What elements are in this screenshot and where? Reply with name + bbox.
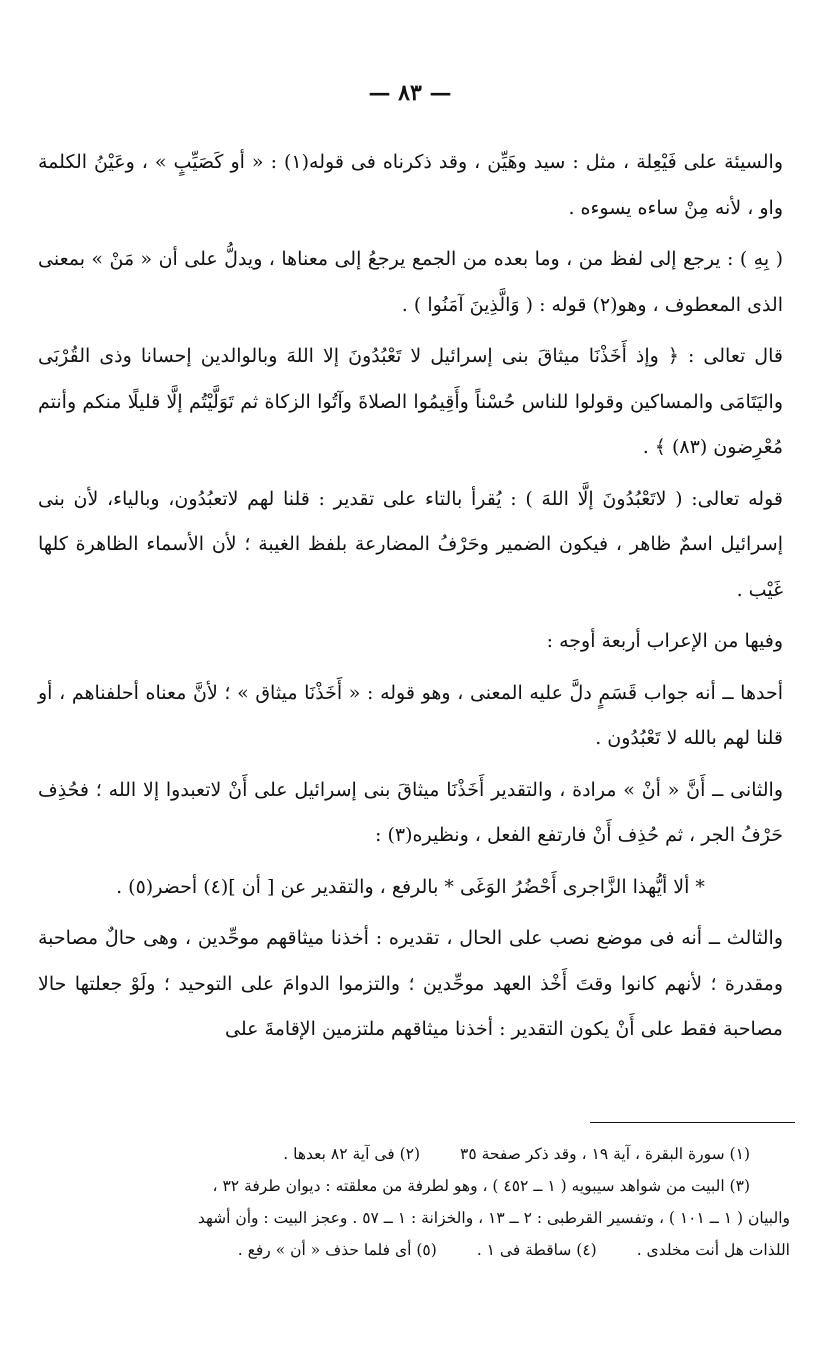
paragraph-second-aspect: والثانى ــ أَنَّ « أنْ » مرادة ، والتقدير أَخَذْنَا ميثاقَ بنى إسرائيل على أَنْ لاتعبدوا إلا الله ؛ فحُذِف حَرْفُ الجر ، ثم حُذِف أَنْ فارتفع الفعل ، ونظيره(٣) : bbox=[38, 778, 783, 846]
footnote-1: (١) سورة البقرة ، آية ١٩ ، وقد ذكر صفحة ٣٥ bbox=[460, 1145, 750, 1163]
footnote-3-line-3: اللذات هل أنت مخلدى . bbox=[636, 1241, 790, 1259]
paragraph-first-aspect: أحدها ــ أنه جواب قَسَمٍ دلَّ عليه المعنى ، وهو قوله : « أَخَذْنَا ميثاق » ؛ لأنَّ معناه أحلفناهم ، أو قلنا لهم بالله لا تَعْبُدُون . bbox=[38, 681, 783, 749]
paragraph-third-aspect: والثالث ــ أنه فى موضع نصب على الحال ، تقديره : أخذنا ميثاقهم موحِّدين ، وهى حالٌ مصاحبة ومقدرة ؛ لأنهم كانوا وقتَ أَخْذ العهد موحِّدين ؛ والتزموا الدوامَ على التوحيد ؛ ولَوْ جعلتها حالا مصاحبة فقط على أَنْ يكون التقدير : أخذنا ميثاقهم ملتزمين الإقامةَ على bbox=[38, 927, 783, 1040]
footnote-3-line-2: والبيان ( ١ ــ ١٠١ ) ، وتفسير القرطبى : ٢ ــ ١٣ ، والخزانة : ١ ــ ٥٧ . وعجز البيت : وأن أشهد bbox=[197, 1209, 790, 1227]
poetry-verse: * ألا أيُّهذا الزَّاجرى أَحْضُرُ الوَغَى * بالرفع ، والتقدير عن [ أن ](٤) أحضر(٥) . bbox=[116, 875, 705, 898]
footnote-divider bbox=[590, 1122, 795, 1123]
paragraph-sayyiah: والسيئة على فَيْعِلة ، مثل : سيد وهَيِّن ، وقد ذكرناه فى قوله(١) : « أو كَصَيِّبٍ » ، وعَيْنُ الكلمة واو ، لأنه مِنْ ساءه يسوءه . bbox=[38, 151, 783, 219]
paragraph-la-tabudun: قوله تعالى: ( لاتَعْبُدُونَ إلَّا اللهَ ) : يُقرأ بالتاء على تقدير : قلنا لهم لاتعبُدُون، وبالياء، لأن بنى إسرائيل اسمٌ ظاهر ، فيكون الضمير وحَرْفُ المضارعة بلفظ الغيبة ؛ لأن الأسماء الظاهرة كلها غَيْب . bbox=[38, 487, 783, 601]
footnotes bbox=[60, 1138, 790, 1266]
footnote-2: (٢) فى آية ٨٢ بعدها . bbox=[283, 1145, 421, 1163]
paragraph-irab-heading: وفيها من الإعراب أربعة أوجه : bbox=[546, 630, 783, 652]
main-text bbox=[38, 140, 783, 1059]
quran-verse-83: قال تعالى : ﴿ وإذ أَخَذْنَا ميثاقَ بنى إسرائيل لا تَعْبُدُونَ إلا اللهَ وبالوالدين إحسانا وذى القُرْبَى واليَتَامَى والمساكين وقولوا للناس حُسْناً وأَقِيمُوا الصلاةَ وآتُوا الزكاة ثم تَوَلَّيْتُم إلَّا قليلًا منكم وأنتم مُعْرِضون (٨٣) ﴾ . bbox=[38, 345, 783, 458]
footnote-5: (٥) أى فلما حذف « أن » رفع . bbox=[237, 1241, 437, 1259]
paragraph-bihi: ( بِهِ ) : يرجع إلى لفظ من ، وما بعده من الجمع يرجعُ إلى معناها ، ويدلُّ على أن « مَنْ » بمعنى الذى المعطوف ، وهو(٢) قوله : ( وَالَّذِينَ آمَنُوا ) . bbox=[38, 248, 783, 316]
page-number: — ٨٣ — bbox=[368, 80, 452, 106]
footnote-4: (٤) ساقطة فى ١ . bbox=[476, 1241, 597, 1259]
footnote-3-line-1: (٣) البيت من شواهد سيبويه ( ١ ــ ٤٥٢ ) ، وهو لطرفة من معلقته : ديوان طرفة ٣٢ ، bbox=[212, 1177, 750, 1195]
footnote-row-3 bbox=[60, 1234, 790, 1266]
footnote-row-1 bbox=[60, 1138, 790, 1170]
